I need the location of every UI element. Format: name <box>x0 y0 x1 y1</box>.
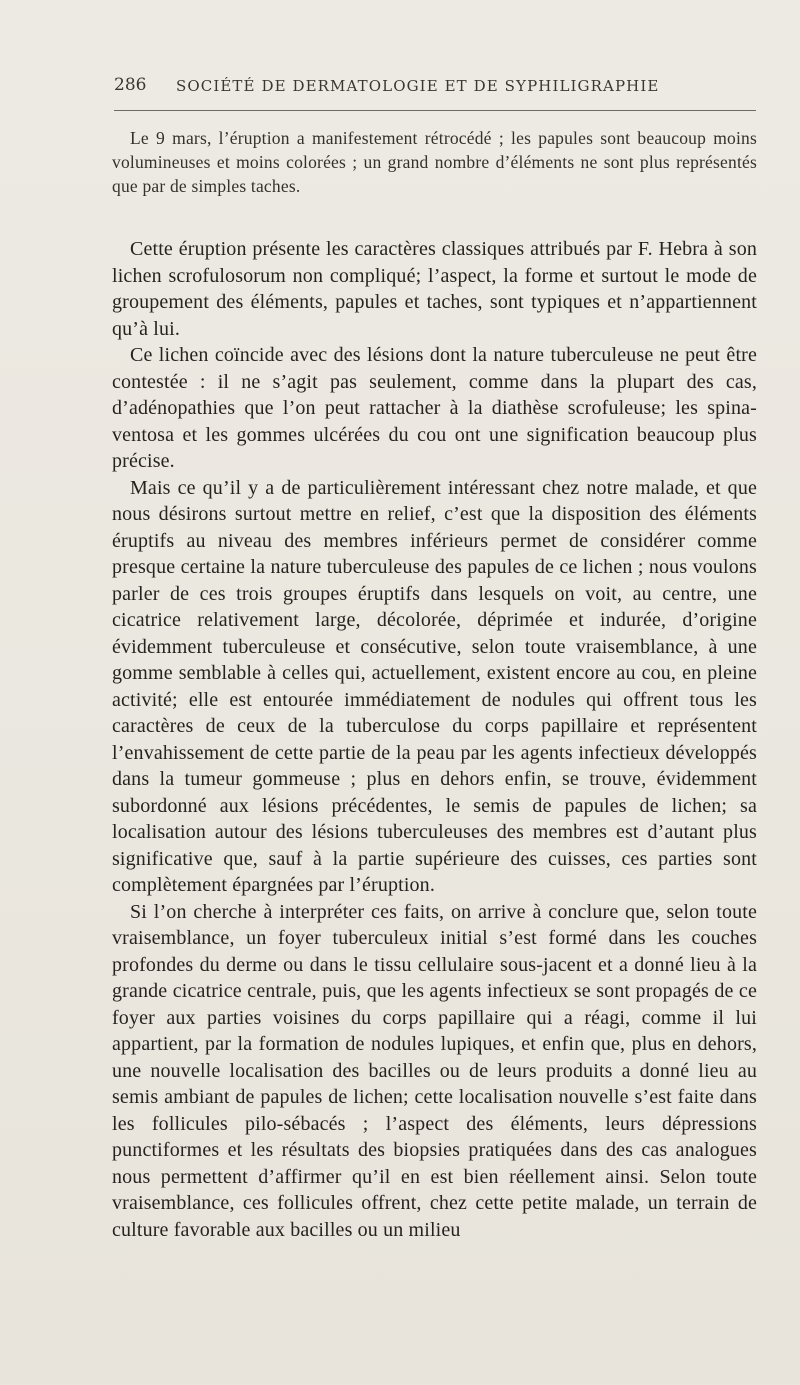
header-rule <box>114 110 756 111</box>
paragraph-4: Si l’on cherche à interpréter ces faits, on arrive à conclure que, selon toute vraisemblance, un foyer tuberculeux initial s’est formé dans les couches profondes du derme ou dans le tissu cellulaire sous-jacent et a donné lieu à la grande cicatrice centrale, puis, que les agents infectieux se sont propagés de ce foyer aux parties voisines du corps papillaire qui a réagi, comme il lui appartient, par la formation de nodules lupiques, et enfin que, plus en dehors, une nouvelle localisation des bacilles ou de leurs produits a donné lieu au semis ambiant de papules de lichen; cette localisation nouvelle s’est faite dans les follicules pilo-sébacés ; l’aspect des éléments, leurs dépressions punctiformes et les résultats des biopsies pratiquées dans des cas analogues nous permettent d’affirmer qu’il en est bien réellement ainsi. Selon toute vraisemblance, ces follicules offrent, chez cette petite malade, un terrain de culture favorable aux bacilles ou un milieu <box>112 900 757 1241</box>
page-number: 286 <box>114 75 147 95</box>
paragraph-1: Cette éruption présente les caractères classiques attribués par F. Hebra à son lichen scrofulosorum non compliqué; l’aspect, la forme et surtout le mode de groupement des éléments, papules et taches, sont typiques et n’appartiennent qu’à lui. <box>112 238 757 340</box>
main-text <box>112 236 757 1243</box>
paragraph-2: Ce lichen coïncide avec des lésions dont la nature tuberculeuse ne peut être contestée : il ne s’agit pas seulement, comme dans la plupart des cas, d’adénopathies que l’on peut rattacher à la diathèse scrofuleuse; les spina-ventosa et les gommes ulcérées du cou ont une signification beaucoup plus précise. <box>112 344 757 472</box>
intro-paragraph: Le 9 mars, l’éruption a manifestement rétrocédé ; les papules sont beaucoup moins volumineuses et moins colorées ; un grand nombre d’éléments ne sont plus représentés que par de simples taches. <box>112 128 757 196</box>
running-title: SOCIÉTÉ DE DERMATOLOGIE ET DE SYPHILIGRAPHIE <box>176 77 660 95</box>
paragraph-3: Mais ce qu’il y a de particulièrement intéressant chez notre malade, et que nous désirons surtout mettre en relief, c’est que la disposition des éléments éruptifs au niveau des membres inférieurs permet de considérer comme presque certaine la nature tuberculeuse des papules de ce lichen ; nous voulons parler de ces trois groupes éruptifs dans lesquels on voit, au centre, une cicatrice relativement large, décolorée, déprimée et indurée, d’origine évidemment tuberculeuse et consécutive, selon toute vraisemblance, à une gomme semblable à celles qui, actuellement, existent encore au cou, en pleine activité; elle est entourée immédiatement de nodules qui offrent tous les caractères de ceux de la tuberculose du corps papillaire et représentent l’envahissement de cette partie de la peau par les agents infectieux développés dans la tumeur gommeuse ; plus en dehors enfin, se trouve, évidemment subordonné aux lésions précédentes, le semis de papules de lichen; sa localisation autour des lésions tuberculeuses des membres est d’autant plus significative que, sauf à la partie supérieure des cuisses, ces parties sont complètement épargnées par l’éruption. <box>112 476 757 896</box>
